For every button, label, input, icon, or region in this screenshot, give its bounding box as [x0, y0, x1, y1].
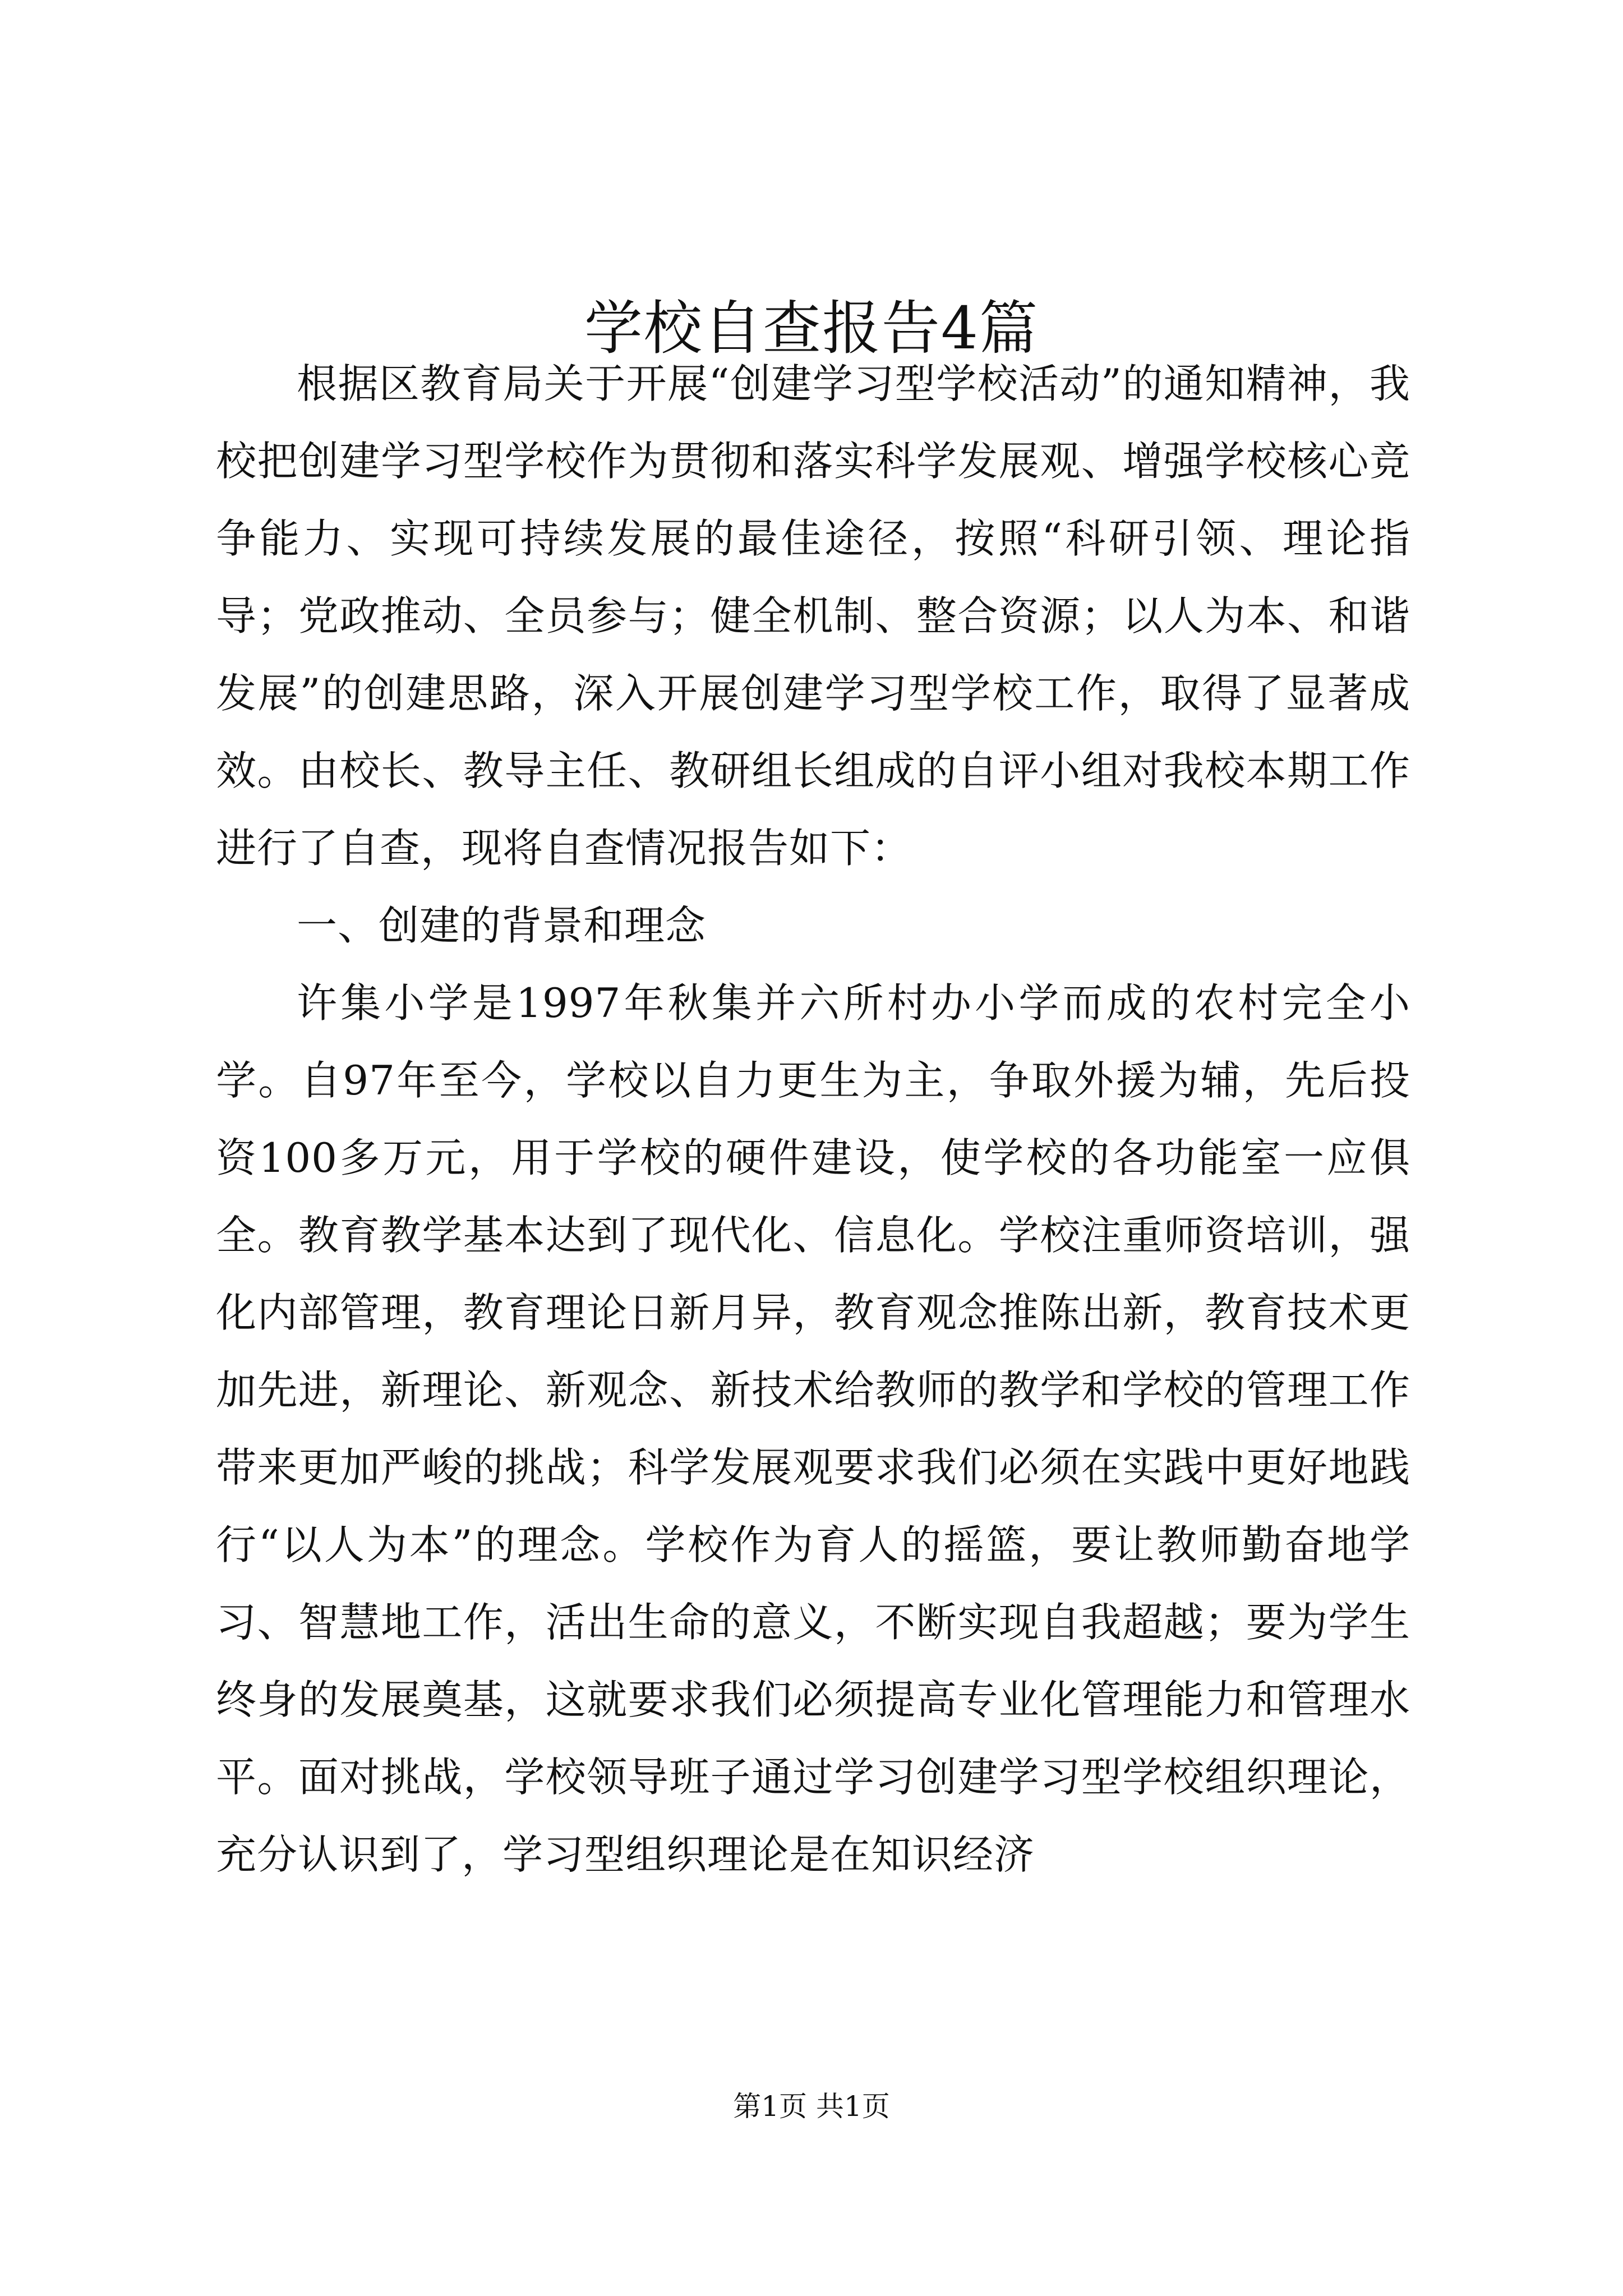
page-footer: 第1页 共1页 — [733, 2090, 890, 2123]
paragraph-intro: 根据区教育局关于开展“创建学习型学校活动”的通知精神，我校把创建学习型学校作为贯彻和落实科学发展观、增强学校核心竞争能力、实现可持续发展的最佳途径，按照“科研引领、理论指导；党政推动、全员参与；健全机制、整合资源；以人为本、和谐发展”的创建思路，深入开展创建学习型学校工作，取得了显著成效。由校长、教导主任、教研组长组成的自评小组对我校本期工作进行了自查，现将自查情况报告如下： — [216, 360, 1410, 872]
paragraph-background: 许集小学是1997年秋集并六所村办小学而成的农村完全小学。自97年至今，学校以自力更生为主，争取外援为辅，先后投资100多万元，用于学校的硬件建设，使学校的各功能室一应俱全。教育教学基本达到了现代化、信息化。学校注重师资培训，强化内部管理，教育理论日新月异，教育观念推陈出新，教育技术更加先进，新理论、新观念、新技术给教师的教学和学校的管理工作带来更加严峻的挑战；科学发展观要求我们必须在实践中更好地践行“以人为本”的理念。学校作为育人的摇篮，要让教师勤奋地学习、智慧地工作，活出生命的意义，不断实现自我超越；要为学生终身的发展奠基，这就要求我们必须提高专业化管理能力和管理水平。面对挑战，学校领导班子通过学习创建学习型学校组织理论，充分认识到了，学习型组织理论是在知识经济 — [216, 979, 1410, 1878]
document-title: 学校自查报告4篇 — [584, 294, 1039, 362]
document-body — [216, 345, 1410, 1893]
section-heading: 一、创建的背景和理念 — [297, 902, 707, 949]
